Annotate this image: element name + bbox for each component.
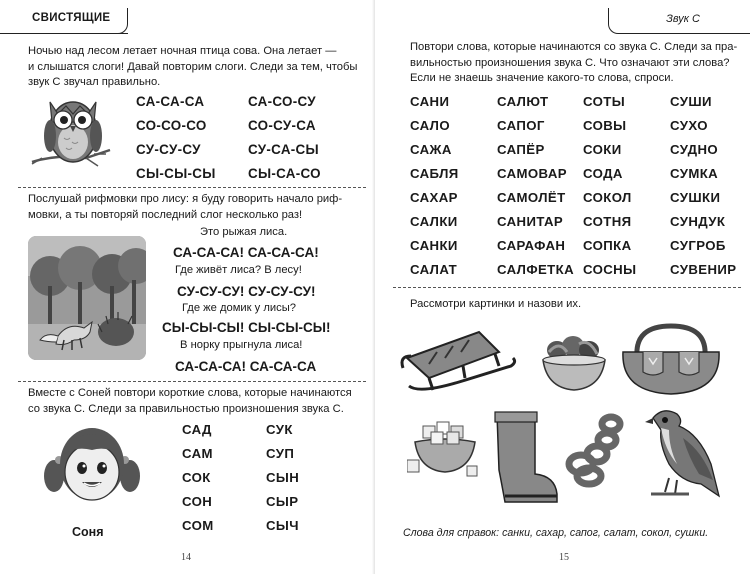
word: САЛЮТ [497, 94, 549, 109]
word: СОН [182, 494, 213, 509]
help-words: Слова для справок: санки, сахар, сапог, салат, сокол, сушки. [403, 527, 709, 539]
fox-illustration [28, 236, 146, 360]
word: СЫН [266, 470, 300, 485]
text-line: мовки, а ты повторяй последний слог несколько раз! [28, 208, 303, 221]
word: СОТЫ [583, 94, 626, 109]
word: САРАФАН [497, 238, 566, 253]
word: СОКИ [583, 142, 622, 157]
rhyme-line: Где же домик у лисы? [182, 302, 297, 314]
syllable: СУ-СУ-СУ [136, 142, 201, 157]
owl-instructions [28, 44, 357, 91]
word: СОСНЫ [583, 262, 637, 277]
text-line: и слышатся слоги! Давай повторим слоги. Следи за тем, чтобы [28, 60, 358, 73]
girl-illustration [44, 420, 140, 510]
word: СОКОЛ [583, 190, 632, 205]
syllable: СУ-СА-СЫ [248, 142, 319, 157]
syllable: СА-СО-СУ [248, 94, 316, 109]
sonya-instructions [28, 386, 352, 417]
page-number: 14 [181, 552, 191, 563]
words-instructions [410, 40, 737, 87]
syllable: СЫ-СА-СО [248, 166, 321, 181]
right-page [375, 0, 750, 574]
text-line: Послушай рифмовки про лису: я буду говорить начало риф- [28, 193, 343, 205]
word: СОТНЯ [583, 214, 632, 229]
word: САНИТАР [497, 214, 564, 229]
word: СУГРОБ [670, 238, 726, 253]
word: СУХО [670, 118, 708, 133]
word: СУШИ [670, 94, 712, 109]
sled-illustration [399, 322, 519, 400]
bagels-illustration [561, 412, 635, 488]
rhyme-line: Это рыжая лиса. [200, 226, 288, 238]
word: САБЛЯ [410, 166, 459, 181]
word: СОПКА [583, 238, 632, 253]
syllable: СА-СА-СА [136, 94, 205, 109]
word: СОМ [182, 518, 214, 533]
word: СУВЕНИР [670, 262, 737, 277]
rhyme-line: В норку прыгнула лиса! [180, 339, 303, 351]
fox-instructions [28, 192, 342, 223]
word: СУК [266, 422, 293, 437]
text-line: со звука С. Следи за правильностью произношения звука С. [28, 402, 344, 415]
text-line: вильностью произношения звука С. Что означают эти слова? [410, 56, 730, 69]
word: САЛО [410, 118, 450, 133]
word: СОВЫ [583, 118, 627, 133]
word: САЛКИ [410, 214, 458, 229]
word: СУДНО [670, 142, 719, 157]
word: САМОВАР [497, 166, 567, 181]
word: САПЁР [497, 142, 545, 157]
boot-illustration [491, 410, 561, 506]
page-number: 15 [559, 552, 569, 563]
word: САНКИ [410, 238, 458, 253]
word: САПОГ [497, 118, 545, 133]
word: СУНДУК [670, 214, 726, 229]
owl-illustration [28, 92, 118, 172]
word: САЛАТ [410, 262, 458, 277]
text-line: Ночью над лесом летает ночная птица сова. Она летает — [28, 45, 337, 57]
word: САМОЛЁТ [497, 190, 566, 205]
syllable: СО-СО-СО [136, 118, 207, 133]
word: СОК [182, 470, 211, 485]
section-divider [18, 381, 366, 382]
word: САЛФЕТКА [497, 262, 575, 277]
section-divider [393, 287, 741, 288]
word: СЫР [266, 494, 299, 509]
bag-illustration [619, 322, 723, 398]
word: СУШКИ [670, 190, 721, 205]
word: СЫЧ [266, 518, 299, 533]
text-line: звук С звучал правильно. [28, 76, 161, 89]
pictures-caption: Рассмотри картинки и назови их. [410, 298, 582, 310]
falcon-illustration [639, 404, 723, 500]
rhyme-line: СУ-СУ-СУ! СУ-СУ-СУ! [177, 284, 316, 299]
word: СУП [266, 446, 295, 461]
rhyme-line: СА-СА-СА! СА-СА-СА! [173, 245, 319, 260]
text-line: Если не знаешь значение какого-то слова, спроси. [410, 72, 674, 85]
word: СУМКА [670, 166, 719, 181]
text-line: Вместе с Соней повтори короткие слова, которые начинаются [28, 387, 352, 399]
sound-title: Звук С [666, 13, 700, 25]
rhyme-line: СЫ-СЫ-СЫ! СЫ-СЫ-СЫ! [162, 320, 331, 335]
word: САЖА [410, 142, 452, 157]
syllable: СО-СУ-СА [248, 118, 316, 133]
rhyme-line: СА-СА-СА! СА-СА-СА [175, 359, 317, 374]
word: САД [182, 422, 212, 437]
girl-name: Соня [72, 525, 104, 539]
word: САНИ [410, 94, 450, 109]
word: САМ [182, 446, 213, 461]
syllable: СЫ-СЫ-СЫ [136, 166, 216, 181]
word: СОДА [583, 166, 623, 181]
text-line: Повтори слова, которые начинаются со звука С. Следи за пра- [410, 41, 738, 53]
section-title: СВИСТЯЩИЕ [32, 12, 111, 24]
sugar-illustration [407, 416, 483, 480]
word: САХАР [410, 190, 458, 205]
tab-underline [0, 33, 128, 34]
rhyme-line: Где живёт лиса? В лесу! [175, 264, 302, 276]
section-divider [18, 187, 366, 188]
salad-illustration [539, 332, 609, 396]
